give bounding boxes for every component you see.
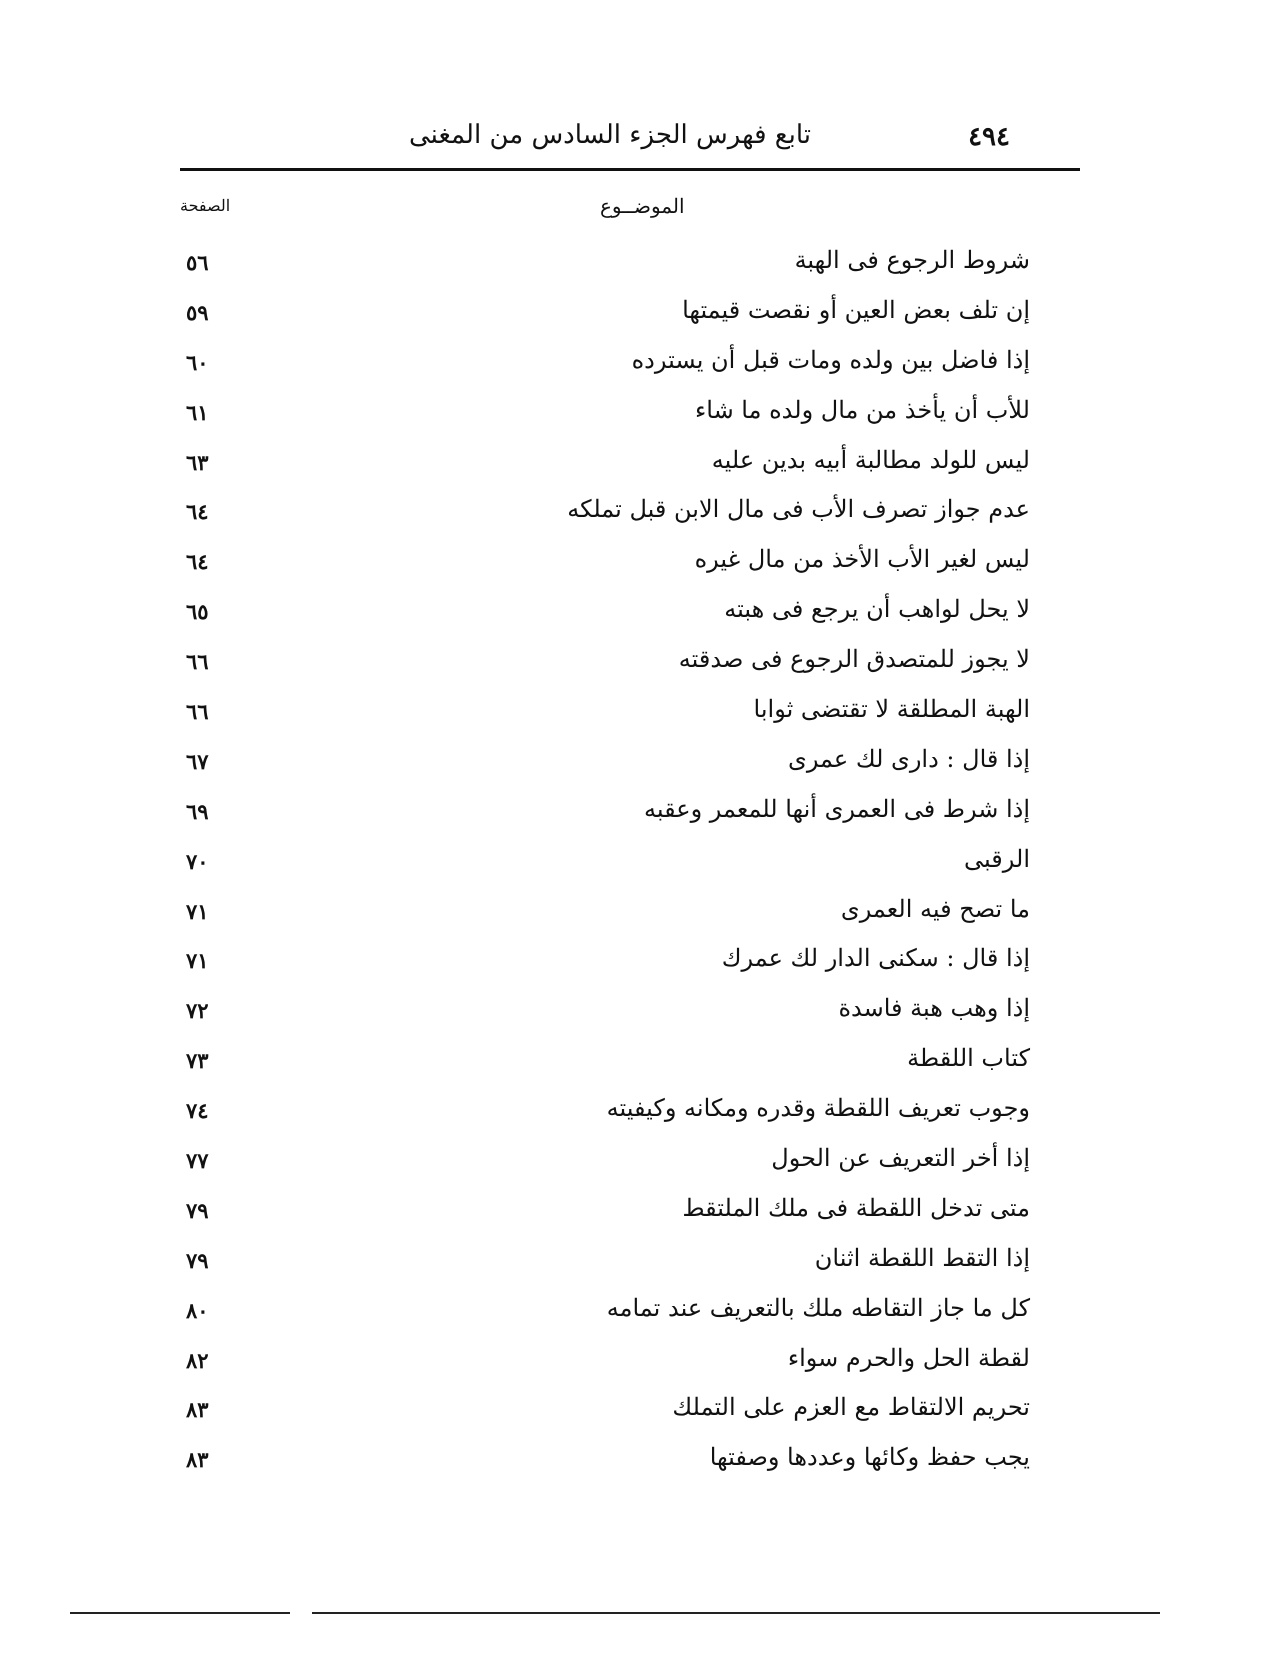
index-entry — [180, 691, 1030, 741]
index-entry — [180, 791, 1030, 841]
index-entry — [180, 1389, 1030, 1439]
entry-title: إن تلف بعض العين أو نقصت قيمتها — [682, 295, 1030, 324]
index-entry — [180, 242, 1030, 292]
entry-page-number: ٧٩ — [186, 1197, 209, 1223]
footer-rule-right — [312, 1612, 1160, 1614]
index-entry — [180, 1290, 1030, 1340]
entry-title: إذا فاضل بين ولده ومات قبل أن يسترده — [631, 345, 1030, 374]
index-entries — [180, 242, 1030, 1489]
entry-page-number: ٨٣ — [186, 1397, 209, 1423]
entry-title: إذا قال : دارى لك عمرى — [788, 744, 1030, 773]
index-entry — [180, 491, 1030, 541]
entry-title: الرقبى — [964, 844, 1030, 873]
index-entry — [180, 1439, 1030, 1489]
entry-title: ما تصح فيه العمرى — [840, 894, 1030, 923]
entry-title: للأب أن يأخذ من مال ولده ما شاء — [694, 395, 1030, 424]
entry-title: تحريم الالتقاط مع العزم على التملك — [672, 1393, 1030, 1422]
entry-title: لا يجوز للمتصدق الرجوع فى صدقته — [678, 645, 1030, 674]
index-entry — [180, 940, 1030, 990]
entry-title: إذا التقط اللقطة اثنان — [814, 1243, 1030, 1272]
entry-title: إذا قال : سكنى الدار لك عمرك — [721, 944, 1030, 973]
entry-page-number: ٧٩ — [186, 1247, 209, 1273]
entry-page-number: ٧٢ — [186, 998, 209, 1024]
entry-page-number: ٦٠ — [186, 349, 209, 375]
entry-page-number: ٦١ — [186, 399, 209, 425]
index-entry — [180, 591, 1030, 641]
entry-page-number: ٦٤ — [186, 499, 209, 525]
entry-page-number: ٦٥ — [186, 599, 209, 625]
entry-page-number: ٥٩ — [186, 299, 209, 325]
entry-page-number: ٧٤ — [186, 1098, 209, 1124]
entry-title: إذا أخر التعريف عن الحول — [771, 1144, 1030, 1173]
column-header-page: الصفحة — [180, 196, 231, 215]
entry-page-number: ٦٤ — [186, 549, 209, 575]
index-entry — [180, 891, 1030, 941]
entry-page-number: ٦٦ — [186, 699, 209, 725]
index-entry — [180, 1090, 1030, 1140]
entry-title: ليس لغير الأب الأخذ من مال غيره — [694, 545, 1030, 574]
entry-title: كتاب اللقطة — [907, 1044, 1030, 1073]
entry-page-number: ٧٧ — [186, 1148, 209, 1174]
header-rule — [180, 168, 1080, 171]
index-entry — [180, 392, 1030, 442]
index-entry — [180, 1140, 1030, 1190]
entry-page-number: ٦٦ — [186, 649, 209, 675]
entry-page-number: ٨٣ — [186, 1447, 209, 1473]
entry-page-number: ٧١ — [186, 898, 209, 924]
entry-page-number: ٦٣ — [186, 449, 209, 475]
entry-page-number: ٦٩ — [186, 798, 209, 824]
index-entry — [180, 1040, 1030, 1090]
running-title: تابع فهرس الجزء السادس من المغنى — [408, 120, 812, 150]
index-entry — [180, 990, 1030, 1040]
entry-page-number: ٧١ — [186, 948, 209, 974]
column-headers — [180, 196, 1080, 226]
entry-page-number: ٧٣ — [186, 1048, 209, 1074]
entry-title: وجوب تعريف اللقطة وقدره ومكانه وكيفيته — [606, 1094, 1030, 1123]
entry-title: يجب حفظ وكائها وعددها وصفتها — [709, 1443, 1030, 1472]
index-entry — [180, 342, 1030, 392]
entry-title: إذا وهب هبة فاسدة — [838, 994, 1030, 1023]
index-entry — [180, 1240, 1030, 1290]
entry-page-number: ٥٦ — [186, 250, 209, 275]
index-entry — [180, 841, 1030, 891]
entry-title: متى تدخل اللقطة فى ملك الملتقط — [682, 1193, 1030, 1222]
entry-title: الهبة المطلقة لا تقتضى ثوابا — [753, 695, 1030, 724]
entry-title: لقطة الحل والحرم سواء — [787, 1343, 1030, 1372]
entry-title: إذا شرط فى العمرى أنها للمعمر وعقبه — [644, 794, 1030, 823]
page-header — [180, 118, 1080, 168]
index-entry — [180, 1190, 1030, 1240]
index-entry — [180, 292, 1030, 342]
entry-title: شروط الرجوع فى الهبة — [794, 246, 1030, 274]
entry-title: عدم جواز تصرف الأب فى مال الابن قبل تملكه — [567, 495, 1030, 524]
entry-page-number: ٦٧ — [186, 748, 209, 774]
entry-page-number: ٧٠ — [186, 848, 209, 874]
index-entry — [180, 741, 1030, 791]
entry-title: كل ما جاز التقاطه ملك بالتعريف عند تمامه — [606, 1293, 1030, 1322]
entry-title: لا يحل لواهب أن يرجع فى هبته — [724, 595, 1030, 624]
entry-page-number: ٨٢ — [186, 1347, 209, 1373]
index-entry — [180, 1340, 1030, 1390]
index-entry — [180, 442, 1030, 492]
index-entry — [180, 541, 1030, 591]
column-header-topic: الموضــوع — [600, 194, 685, 218]
index-entry — [180, 641, 1030, 691]
entry-title: ليس للولد مطالبة أبيه بدين عليه — [711, 445, 1030, 474]
page-number: ٤٩٤ — [968, 122, 1010, 152]
entry-page-number: ٨٠ — [186, 1297, 209, 1323]
footer-rule-left — [70, 1612, 290, 1614]
